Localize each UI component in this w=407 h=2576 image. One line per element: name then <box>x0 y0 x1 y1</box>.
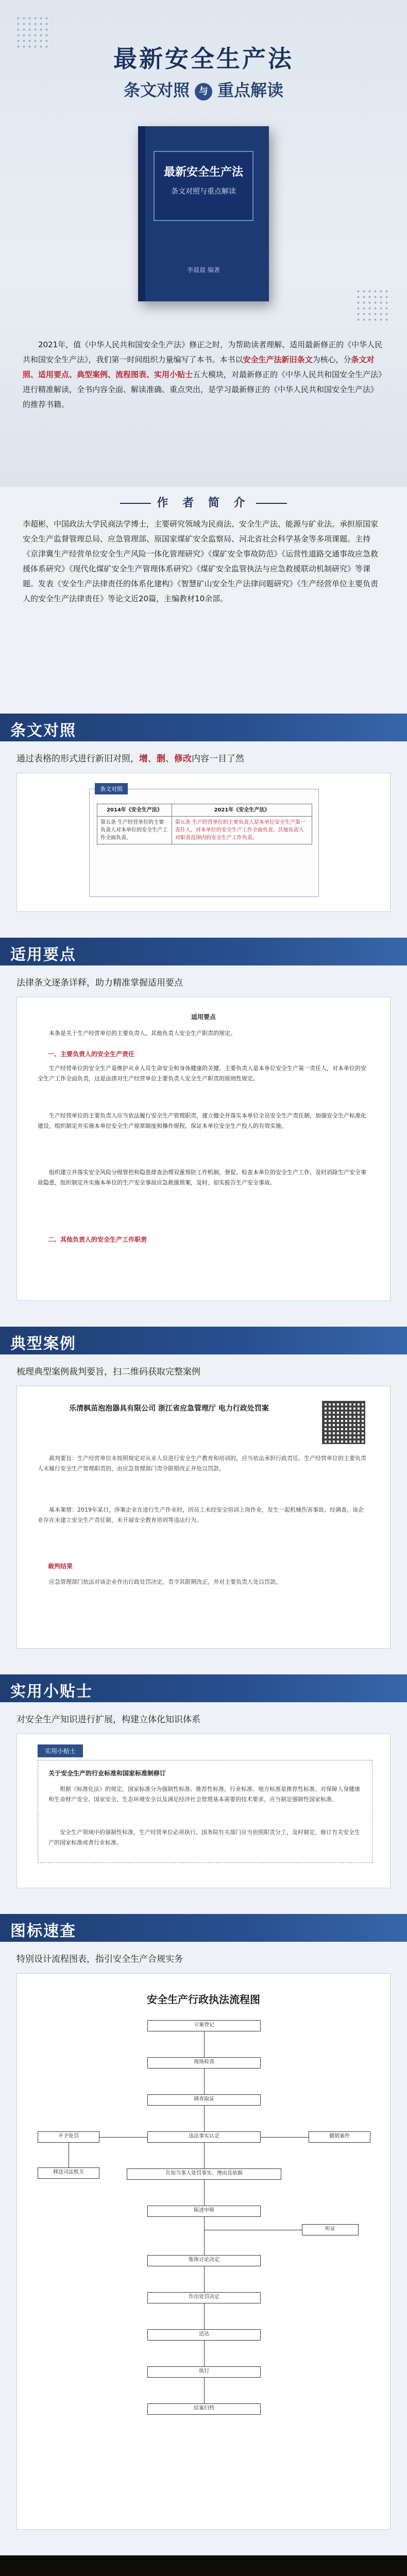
flow-connector <box>204 2266 205 2292</box>
flow-node: 陈述申辩 <box>147 2206 261 2217</box>
compare-panel <box>16 773 391 912</box>
flow-node: 撤销案件 <box>309 2131 370 2143</box>
product-photo-book <box>0 2555 407 2576</box>
section-desc-tips: 对安全生产知识进行扩展，构建立体化知识体系 <box>16 1715 200 1725</box>
tips-panel <box>16 1734 391 1888</box>
flow-node: 集体讨论决定 <box>147 2255 261 2266</box>
card-tag: 条文对照 <box>95 783 128 794</box>
flow-node: 作出处罚决定 <box>147 2292 261 2303</box>
keypoints-panel <box>16 997 391 1301</box>
author-section <box>0 487 407 714</box>
section-header-cases <box>0 1327 407 1354</box>
kp-paragraph: 生产经营单位的安全生产是维护从业人员生命安全和身体健康的关键。主要负责人是本单位安全生产第一责任人，对本单位的安全生产工作全面负责，这是法律对生产经营单位主要负责人安全生产职责的原则性规定。 <box>38 1065 366 1082</box>
book-cover <box>138 126 269 301</box>
intro-text-1: 2021年，值《中华人民共和国安全生产法》修正之时，为帮助读者理解、适用最新修正的《中华人民共和国安全生产法》，我们第一时间组织力量编写了本书。本书以 <box>23 340 383 364</box>
section-header-tips <box>0 1674 407 1702</box>
case-heading: 乐清枫苗泡泡器具有限公司 浙江省应急管理厅 电力行政处罚案 <box>69 1404 269 1413</box>
desc-text: 通过表格的形式进行新旧对照， <box>16 754 139 764</box>
tip-paragraph: 安全生产领域中的强制性标准，生产经营单位必须执行。国务院有关部门应当依照职责分工，及时制定、修订有关安全生产的国家标准或者行业标准。 <box>48 1829 360 1846</box>
section-desc-keypoints: 法律条文逐条详释，助力精准掌握适用要点 <box>16 978 183 988</box>
flow-title: 安全生产行政执法流程图 <box>147 1993 260 2006</box>
book-author: 李晨晨 编著 <box>187 266 220 274</box>
flow-node: 听证 <box>302 2224 359 2235</box>
flow-panel <box>16 1973 391 2530</box>
book-title: 最新安全生产法 <box>163 165 243 179</box>
intro-paragraph <box>23 337 384 412</box>
flow-connector <box>204 2341 205 2366</box>
tip-box <box>38 1760 372 1863</box>
section-header-keypoints <box>0 938 407 965</box>
intro-highlight-1: 安全生产法新旧条文 <box>243 355 313 364</box>
kp-paragraph: 本条是关于生产经营单位的主要负责人、其他负责人安全生产职责的规定。 <box>49 1030 236 1037</box>
intro-text-3: 五大模块，对最新修正的《中华人民共和国安全生产法》进行精准解读，全书内容全面、解读准确、重点突出，是学习最新修正的《中华人民共和国安全生产法》的推荐书籍。 <box>23 370 382 409</box>
flow-connector <box>204 2180 205 2206</box>
flow-node: 告知当事人处罚事实、理由及依据 <box>127 2168 281 2180</box>
flow-node: 送达 <box>147 2329 261 2341</box>
flow-connector <box>204 2143 205 2168</box>
section-desc-flow: 特别设计流程图表，指引安全生产合规实务 <box>16 1954 183 1964</box>
flow-node: 移送司法机关 <box>38 2167 99 2179</box>
section-title: 条文对照 <box>10 722 76 740</box>
section-title: 图标速查 <box>10 1922 76 1940</box>
flow-connector <box>204 2378 205 2403</box>
subtitle-part-b: 重点解读 <box>217 80 284 100</box>
hero-banner <box>0 0 407 487</box>
new-article: 第五条 生产经营单位的主要负责人是本单位安全生产第一责任人，对本单位的安全生产工作全面负责。其他负责人对职责范围内的安全生产工作负责。 <box>172 817 312 844</box>
intro-text-2: 为核心，分 <box>312 355 351 364</box>
book-spine <box>138 126 145 301</box>
flow-node: 违法事实认定 <box>147 2131 261 2143</box>
flow-connector <box>99 2137 147 2138</box>
author-bio: 李超彬，中国政法大学民商法学博士，主要研究领域为民商法、安全生产法、能源与矿业法。承担原国家安全生产监督管理总局、应急管理部、原国家煤矿安全监察局、河北省社会科学基金等多项课题。主持《京津冀生产经营单位安全生产风险一体化管理研究》《煤矿安全事故防范》《运营性道路交通事故应急救援体系研究》《现代化煤矿安全生产管理体系研究》《煤矿安全监管执法与应急救援联动机制研究》等课题。发表《安全生产法律责任的体系化建构》《智慧矿山安全生产法律问题研究》《生产经营单位主要负责人的安全生产法律责任》等论文近20篇，主编教材10余部。 <box>23 519 379 603</box>
decorative-dots <box>355 289 392 325</box>
hero-title: 最新安全生产法 <box>113 45 294 73</box>
flow-connector <box>204 2303 205 2329</box>
desc-text: 内容一目了然 <box>192 754 244 764</box>
section-header-flow <box>0 1914 407 1942</box>
kp-subheading: 二、其他负责人的安全生产工作职责 <box>48 1236 147 1243</box>
section-header-compare <box>0 714 407 741</box>
cases-panel <box>16 1386 391 1649</box>
compare-card <box>89 786 319 897</box>
cover-title-frame <box>154 151 253 221</box>
flow-connector <box>204 2217 205 2255</box>
section-title: 实用小贴士 <box>10 1683 93 1701</box>
kp-paragraph: 生产经营单位的主要负责人应当依法履行安全生产管理职责，建立健全并落实本单位全员安全生产责任制，加强安全生产标准化建设，组织制定并实施本单位安全生产规章制度和操作规程，保证本单位安全生产投入的有效实施。 <box>38 1112 366 1129</box>
section-title: 适用要点 <box>10 946 76 964</box>
flow-node: 现场检查 <box>147 2057 261 2069</box>
flow-connector <box>261 2137 309 2138</box>
kp-subheading: 一、主要负责人的安全生产责任 <box>48 1050 135 1058</box>
card-tag: 实用小贴士 <box>38 1744 83 1757</box>
flow-node: 不予处罚 <box>38 2131 99 2143</box>
col-new-header: 2021年《安全生产法》 <box>172 804 312 817</box>
subtitle-part-a: 条文对照 <box>123 80 190 100</box>
flow-connector <box>204 2031 205 2057</box>
tip-title: 关于安全生产的行业标准和国家标准制修订 <box>48 1770 166 1777</box>
flow-node: 立案登记 <box>147 2020 261 2031</box>
case-paragraph: 应急管理部门依法对该企业作出行政处罚决定，责令其限期改正，并对主要负责人处以罚款。 <box>49 1579 281 1585</box>
book-subtitle: 条文对照与重点解读 <box>171 187 236 196</box>
hero-subtitle <box>0 77 407 101</box>
old-article: 第五条 生产经营单位的主要负责人对本单位的安全生产工作全面负责。 <box>97 817 172 844</box>
flow-node: 执行 <box>147 2366 261 2378</box>
tip-paragraph: 根据《标准化法》的规定，国家标准分为强制性标准、推荐性标准，行业标准、地方标准是推荐性标准。对保障人身健康和生命财产安全、国家安全、生态环境安全以及满足经济社会管理基本需要的技术要求，应当制定强制性国家标准。 <box>48 1786 360 1803</box>
col-old-header: 2014年《安全生产法》 <box>97 804 172 817</box>
compare-table <box>97 804 312 844</box>
section-title: 典型案例 <box>10 1335 76 1353</box>
desc-sep: 、 <box>148 754 157 764</box>
qr-code-icon[interactable] <box>322 1401 365 1444</box>
desc-sep: 、 <box>165 754 174 764</box>
section-desc-compare <box>16 751 244 764</box>
flow-connector <box>204 2069 205 2094</box>
flow-node: 调查取证 <box>147 2094 261 2106</box>
author-heading: 作 者 简 介 <box>0 494 407 510</box>
case-subheading: 裁判结果 <box>48 1563 73 1570</box>
case-paragraph: 基本案情：2019年某日，涉案企业在进行生产作业时，因员工未经安全培训上岗作业，发生一起机械伤害事故。经调查，该企业存在未建立安全生产责任制、未开展安全教育培训等违法行为。 <box>38 1506 364 1523</box>
desc-add: 增 <box>139 754 148 764</box>
section-desc-cases: 梳理典型案例裁判要旨，扫二维码获取完整案例 <box>16 1367 200 1377</box>
desc-modify: 修改 <box>174 754 192 764</box>
kp-paragraph: 组织建立并落实安全风险分级管控和隐患排查治理双重预防工作机制，督促、检查本单位的安全生产工作，及时消除生产安全事故隐患，组织制定并实施本单位的生产安全事故应急救援预案，及时、如实报告生产安全事故。 <box>38 1169 366 1186</box>
flow-connector <box>204 2106 205 2131</box>
desc-delete: 删 <box>157 754 165 764</box>
flow-node: 结案归档 <box>147 2403 261 2415</box>
case-paragraph: 裁判要旨：生产经营单位未按照规定对从业人员进行安全生产教育和培训的，应当依法承担行政责任。生产经营单位的主要负责人未履行安全生产管理职责的，由应急管理部门责令限期改正并处以罚款。 <box>38 1455 366 1472</box>
and-badge: 与 <box>195 83 212 100</box>
card-title: 适用要点 <box>191 1013 216 1021</box>
intro-highlight-2: 条文对照、适用要点、典型案例、流程图表、实用小贴士 <box>23 355 375 379</box>
